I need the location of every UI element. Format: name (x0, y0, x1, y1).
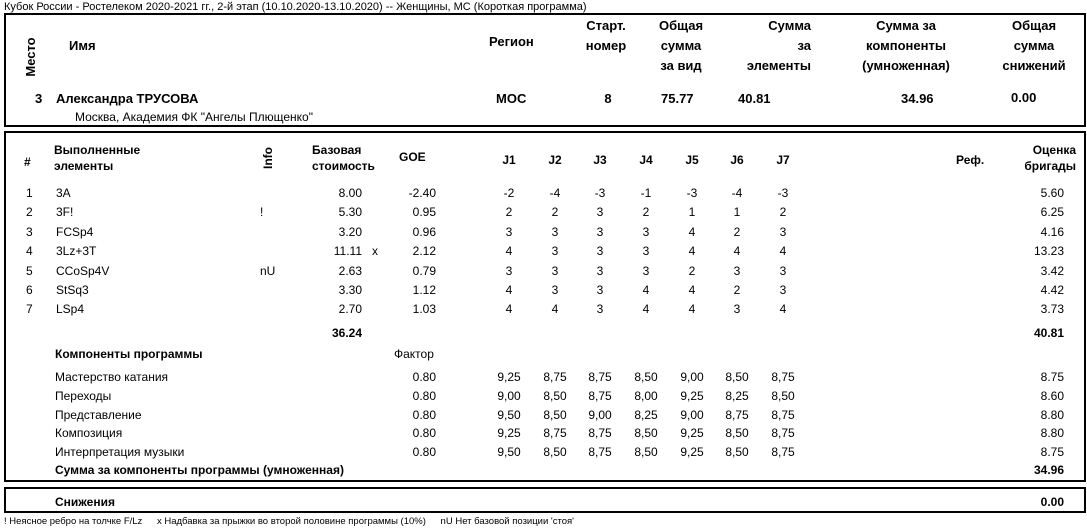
start-number-header: Старт. номер (585, 18, 627, 53)
component-judge-score: 8,75 (543, 426, 567, 441)
base-value-total: 36.24 (331, 326, 362, 340)
element-judge-score: 4 (505, 244, 513, 259)
component-judge-score: 8,75 (588, 388, 612, 403)
document-title: Кубок России - Ростелеком 2020-2021 гг., 2-й этап (10.10.2020-13.10.2020) -- Женщины, МС (Короткая программа) (4, 1, 587, 13)
element-judge-score: 4 (642, 302, 650, 317)
skater-elements-sum: 40.81 (738, 91, 771, 106)
element-number: 7 (26, 302, 33, 317)
element-panel-score: 4.16 (1040, 224, 1064, 239)
factor-header: Фактор (394, 347, 434, 361)
element-bonus-marker: x (372, 244, 378, 259)
element-judge-score: 3 (596, 283, 604, 297)
element-judge-score: -1 (640, 186, 652, 200)
deductions-sum-header: Общая сумма снижений (1002, 18, 1066, 73)
component-judge-score: 9,00 (497, 388, 521, 403)
element-judge-score: -3 (777, 186, 789, 200)
element-judge-score: 3 (551, 263, 559, 278)
element-judge-score: 2 (779, 205, 787, 220)
element-code: FCSp4 (56, 224, 94, 239)
element-judge-score: 4 (688, 283, 696, 297)
component-judge-score: 8,25 (634, 407, 658, 422)
elements-sum-header: Сумма за элементы (746, 18, 811, 73)
element-judge-score: 3 (642, 263, 650, 278)
component-judge-score: 8,75 (588, 370, 612, 384)
element-goe: -2.40 (408, 186, 436, 200)
element-panel-score: 4.42 (1040, 283, 1064, 297)
element-judge-score: 3 (596, 302, 604, 317)
col-goe-header: GOE (399, 150, 426, 164)
component-judge-score: 8,25 (725, 388, 749, 403)
element-goe: 0.95 (412, 205, 436, 220)
element-judge-score: 3 (505, 224, 513, 239)
element-judge-score: 1 (688, 205, 696, 220)
skater-club: Москва, Академия ФК "Ангелы Плющенко" (75, 110, 313, 124)
component-judge-score: 8,50 (725, 426, 749, 441)
judge-header-5: J5 (685, 153, 699, 167)
component-factor: 0.80 (412, 370, 436, 384)
component-score: 8.75 (1040, 445, 1064, 460)
element-goe: 0.96 (412, 224, 436, 239)
element-base-value: 8.00 (338, 186, 362, 200)
element-judge-score: 3 (642, 244, 650, 259)
element-number: 2 (26, 205, 33, 220)
element-code: 3A (56, 186, 71, 200)
col-number-header: # (24, 155, 31, 169)
component-judge-score: 8,75 (588, 426, 612, 441)
component-judge-score: 8,50 (725, 445, 749, 460)
component-name: Мастерство катания (55, 370, 169, 384)
component-name: Переходы (55, 388, 112, 403)
element-code: 3F! (56, 205, 74, 220)
component-judge-score: 8,75 (725, 407, 749, 422)
element-code: CCoSp4V (56, 263, 110, 278)
component-judge-score: 9,25 (497, 370, 521, 384)
footnote-upright: nU Нет базовой позиции 'стоя' (440, 516, 574, 527)
element-goe: 1.12 (412, 283, 436, 297)
element-panel-score: 13.23 (1033, 244, 1064, 259)
element-judge-score: 4 (551, 302, 559, 317)
skater-name: Александра ТРУСОВА (56, 91, 199, 106)
element-panel-score: 5.60 (1040, 186, 1064, 200)
footnote-bonus: x Надбавка за прыжки во второй половине программы (10%) (156, 516, 426, 527)
element-judge-score: 2 (688, 263, 696, 278)
component-score: 8.75 (1040, 370, 1064, 384)
element-base-value: 2.63 (338, 263, 362, 278)
element-info: nU (260, 263, 276, 278)
element-number: 3 (26, 224, 33, 239)
col-base-header: Базовая стоимость (312, 143, 375, 173)
component-judge-score: 8,50 (771, 388, 795, 403)
judge-header-1: J1 (502, 153, 516, 167)
elements-score-total: 40.81 (1033, 326, 1064, 340)
element-judge-score: -4 (731, 186, 743, 200)
element-judge-score: 3 (596, 205, 604, 220)
component-judge-score: 8,50 (634, 370, 658, 384)
element-judge-score: 3 (779, 283, 787, 297)
element-judge-score: 3 (596, 244, 604, 259)
element-judge-score: -2 (503, 186, 515, 200)
deductions-box (4, 487, 1086, 513)
deductions-label: Снижения (55, 495, 115, 509)
component-factor: 0.80 (412, 407, 436, 422)
component-judge-score: 9,00 (680, 370, 704, 384)
element-panel-score: 3.73 (1040, 302, 1064, 317)
judge-header-2: J2 (548, 153, 562, 167)
skater-start-number: 8 (604, 91, 612, 106)
component-judge-score: 8,50 (543, 445, 567, 460)
component-judge-score: 8,50 (634, 445, 658, 460)
component-score: 8.60 (1040, 388, 1064, 403)
element-judge-score: -3 (686, 186, 698, 200)
element-number: 4 (26, 244, 33, 259)
element-goe: 2.12 (412, 244, 436, 259)
scores-box (4, 131, 1086, 482)
element-judge-score: 2 (642, 205, 650, 220)
element-judge-score: 3 (779, 224, 787, 239)
element-base-value: 5.30 (338, 205, 362, 220)
components-sum-value: 34.96 (1033, 463, 1064, 477)
element-judge-score: 3 (551, 224, 559, 239)
skater-deductions: 0.00 (1011, 90, 1037, 105)
component-judge-score: 8,75 (771, 445, 795, 460)
element-judge-score: 4 (688, 224, 696, 239)
element-code: StSq3 (56, 283, 89, 297)
region-header: Регион (489, 34, 534, 49)
component-name: Представление (55, 407, 142, 422)
element-judge-score: 2 (733, 224, 741, 239)
component-judge-score: 8,50 (725, 370, 749, 384)
element-code: 3Lz+3T (56, 244, 97, 259)
element-judge-score: 2 (505, 205, 513, 220)
element-judge-score: 2 (551, 205, 559, 220)
element-judge-score: 3 (733, 263, 741, 278)
element-base-value: 11.11 (333, 244, 362, 259)
judge-header-4: J4 (639, 153, 653, 167)
component-score: 8.80 (1040, 407, 1064, 422)
judge-header-6: J6 (730, 153, 744, 167)
element-judge-score: 3 (733, 302, 741, 317)
component-judge-score: 9,50 (497, 445, 521, 460)
component-judge-score: 9,25 (680, 388, 704, 403)
element-judge-score: 3 (596, 263, 604, 278)
element-judge-score: 3 (642, 224, 650, 239)
component-judge-score: 9,00 (588, 407, 612, 422)
component-name: Композиция (55, 426, 123, 441)
component-judge-score: 9,00 (680, 407, 704, 422)
element-panel-score: 3.42 (1040, 263, 1064, 278)
element-judge-score: 4 (779, 244, 787, 259)
element-judge-score: -4 (549, 186, 561, 200)
element-judge-score: 2 (733, 283, 741, 297)
component-judge-score: 9,25 (680, 426, 704, 441)
element-goe: 0.79 (412, 263, 436, 278)
element-panel-score: 6.25 (1040, 205, 1064, 220)
component-judge-score: 9,50 (497, 407, 521, 422)
col-element-header: Выполненные элементы (54, 143, 141, 173)
component-judge-score: 8,75 (771, 407, 795, 422)
component-judge-score: 8,50 (543, 388, 567, 403)
element-info: ! (260, 205, 264, 220)
element-judge-score: 1 (733, 205, 741, 220)
judge-header-7: J7 (776, 153, 790, 167)
element-judge-score: 4 (688, 302, 696, 317)
footnotes (4, 516, 586, 527)
element-base-value: 3.20 (338, 224, 362, 239)
element-judge-score: 3 (505, 263, 513, 278)
skater-region: MOC (496, 91, 527, 106)
element-base-value: 3.30 (338, 283, 362, 297)
name-header: Имя (69, 38, 96, 53)
element-judge-score: 4 (733, 244, 741, 259)
element-goe: 1.03 (412, 302, 436, 317)
components-sum-label: Сумма за компоненты программы (умноженная) (55, 463, 344, 477)
components-heading: Компоненты программы (55, 347, 203, 361)
total-score-header: Общая сумма за вид (658, 18, 704, 73)
deductions-value: 0.00 (1040, 495, 1064, 509)
skater-total-score: 75.77 (661, 91, 694, 106)
element-judge-score: 4 (505, 283, 513, 297)
element-base-value: 2.70 (338, 302, 362, 317)
element-judge-score: 3 (596, 224, 604, 239)
col-ref-header: Реф. (956, 153, 985, 167)
component-factor: 0.80 (412, 388, 436, 403)
skater-header-box (4, 13, 1086, 127)
element-judge-score: -3 (594, 186, 606, 200)
element-judge-score: 3 (551, 283, 559, 297)
element-number: 5 (26, 263, 33, 278)
component-judge-score: 8,75 (543, 370, 567, 384)
element-judge-score: 4 (779, 302, 787, 317)
component-judge-score: 8,50 (543, 407, 567, 422)
element-judge-score: 4 (688, 244, 696, 259)
skater-place: 3 (35, 91, 43, 106)
element-judge-score: 4 (642, 283, 650, 297)
element-number: 1 (26, 186, 33, 200)
component-name: Интерпретация музыки (55, 445, 185, 460)
element-judge-score: 4 (505, 302, 513, 317)
element-judge-score: 3 (551, 244, 559, 259)
element-judge-score: 3 (779, 263, 787, 278)
component-factor: 0.80 (412, 445, 436, 460)
component-judge-score: 8,75 (771, 370, 795, 384)
skater-components-sum: 34.96 (901, 91, 934, 106)
component-judge-score: 9,25 (680, 445, 704, 460)
component-score: 8.80 (1040, 426, 1064, 441)
col-info-header: Info (261, 147, 275, 169)
element-number: 6 (26, 283, 33, 297)
component-factor: 0.80 (412, 426, 436, 441)
component-judge-score: 8,50 (634, 426, 658, 441)
place-header: Место (23, 37, 38, 77)
component-judge-score: 8,00 (634, 388, 658, 403)
components-sum-header: Сумма за компоненты (умноженная) (862, 18, 950, 73)
footnote-edge: ! Неясное ребро на толчке F/Lz (4, 516, 143, 527)
component-judge-score: 8,75 (771, 426, 795, 441)
col-score-header: Оценка бригады (1024, 143, 1076, 173)
judge-header-3: J3 (593, 153, 607, 167)
component-judge-score: 9,25 (497, 426, 521, 441)
element-code: LSp4 (56, 302, 85, 317)
component-judge-score: 8,75 (588, 445, 612, 460)
